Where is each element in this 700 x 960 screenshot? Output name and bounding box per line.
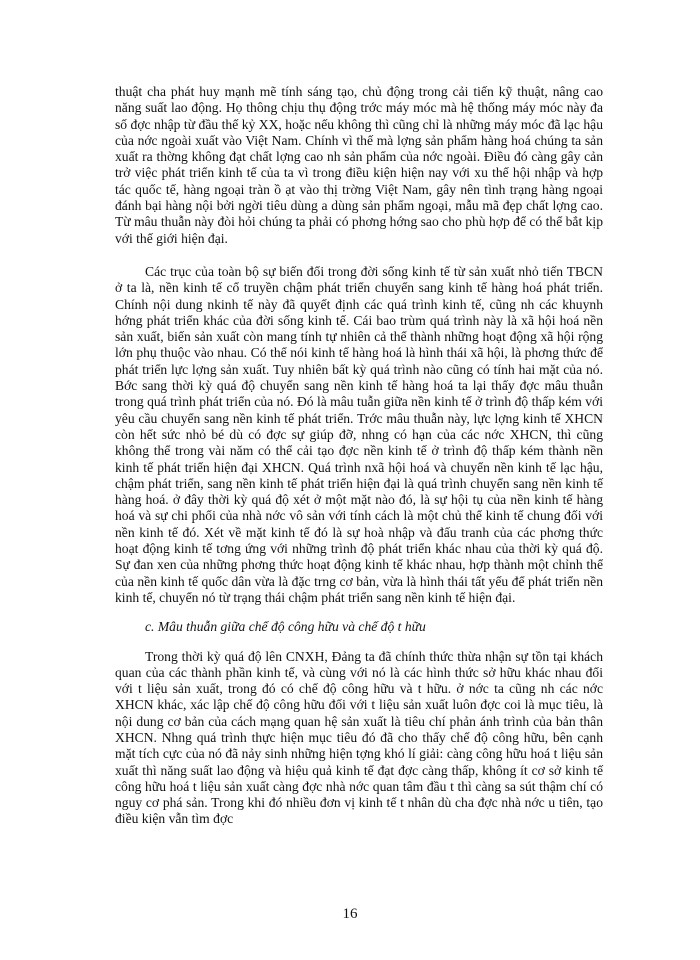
section-heading: c. Mâu thuẫn giữa chế độ công hữu và chế độ t hữu xyxy=(145,619,426,635)
document-page xyxy=(115,84,603,828)
page-number: 16 xyxy=(342,906,358,922)
heading-gap xyxy=(115,606,603,619)
paragraph-gap xyxy=(115,247,603,264)
paragraph-2: Các trục của toàn bộ sự biến đổi trong đời sống kinh tế từ sản xuất nhỏ tiến TBCN ở ta là, nền kinh tế cổ truyền chậm phát triển chuyển sang kinh tế hàng hoá phát triển. Chính nội dung nkinh tế này đã quyết định các quá trình kinh tế, cũng nh các khuynh hớng phát triển khác của đời sống kinh tế. Cái bao trùm quá trình này là xã hội hoá nền sản xuất, biến sản xuất còn mang tính tự nhiên cả thể thành những hoạt động xã hội rộng lớn phụ thuộc vào nhau. Có thể nói kinh tế hàng hoá là hình thái xã hội, là phơng thức để phát triển lực lợng sản xuất. Tuy nhiên bất kỳ quá trình nào cũng có tính hai mặt của nó. Bớc sang thời kỳ quá độ chuyển sang nền kinh tế hàng hoá ta lại thấy đợc mâu thuẫn trong quá trình phát triển của nó. Đó là mâu tuẫn giữa nền kinh tế ở trình độ thấp kém với yêu cầu chuyển sang nền kinh tế phát triển. Trớc mâu thuẫn này, lực lợng kinh tế XHCN còn hết sức nhỏ bé dù có đợc sự giúp đỡ, nhng có hạn của các nớc XHCN, thì cũng không thể trong vài năm có thể cải tạo đợc nền kinh tế ở trình độ thấp kém thành nền kinh tế phát triển hiện đại XHCN. Quá trình nxã hội hoá và chuyển nền kinh tế lạc hậu, chậm phát triển, sang nền kinh tế phát triển hiện đại là quá trình chuyển sang nền kinh tế hàng hoá. ở đây thời kỳ quá độ xét ở một mặt nào đó, là sự hội tụ của nền kinh tế hàng hoá và sự chi phối của nhà nớc vô sản với tính cách là một chủ thể kinh tế chung đối với nền kinh tế đó. Xét về mặt kinh tế đó là sự hoà nhập và đấu tranh của các phơng thức hoạt động kinh tế tơng ứng với những trình độ phát triển khác nhau của thời kỳ quá độ. Sự đan xen của những phơng thức hoạt động kinh tế khác nhau, hợp thành một chỉnh thể của nền kinh tế quốc dân vừa là đặc trng cơ bản, vừa là hình thái tất yếu để phát triển nền kinh tế, chuyển nó từ trạng thái chậm phát triển sang nền kinh tế hiện đại. xyxy=(115,263,603,605)
heading-gap-after xyxy=(115,636,603,649)
paragraph-3: Trong thời kỳ quá độ lên CNXH, Đảng ta đã chính thức thừa nhận sự tồn tại khách quan của các thành phần kinh tế, và cùng với nó là các hình thức sở hữu khác nhau đối với t liệu sản xuất, trong đó có chế độ công hữu và t hữu. ở nớc ta cũng nh các nớc XHCN khác, xác lập chế độ công hữu đối với t liệu sản xuất luôn đợc coi là mục tiêu, là nội dung cơ bản của cách mạng quan hệ sản xuất là tiêu chí phản ánh trình của bản thân XHCN. Nhng quá trình thực hiện mục tiêu đó đã cho thấy chế độ công hữu, bên cạnh mặt tích cực của nó đã nảy sinh những hiện tợng khó lí giải: càng công hữu hoá t liệu sản xuất thì năng suất lao động và hiệu quả kinh tế đạt đợc càng thấp, không ít cơ sở kinh tế công hữu hoá t liệu sản xuất càng đợc nhà nớc quan tâm đầu t thì càng sa sút thậm chí có nguy cơ phá sản. Trong khi đó nhiều đơn vị kinh tế t nhân dù cha đợc nhà nớc u tiên, tạo điều kiện vẫn tìm đợc xyxy=(115,648,603,827)
paragraph-1: thuật cha phát huy mạnh mẽ tính sáng tạo, chủ động trong cải tiến kỹ thuật, nâng cao năng suất lao động. Họ thông chịu thụ động trớc máy móc mà hệ thống máy móc này đa số đợc nhập từ đầu thế kỷ XX, hoặc nếu không thì cũng chỉ là những máy móc đã lạc hậu của nớc ngoài xuất vào Việt Nam. Chính vì thế mà lợng sản phẩm hàng hoá chúng ta sản xuất ra thờng không đạt chất lợng cao nh sản phẩm của nớc ngoài. Điều đó càng gây cản trở việc phát triển kinh tế của ta vì trong điều kiện hiện nay với xu thế hội nhập và hợp tác quốc tế, hàng ngoại tràn ồ ạt vào thị trờng Việt Nam, gây nên tình trạng hàng ngoại đánh bại hàng nội bởi ngời tiêu dùng a dùng sản phẩm ngoại, mẫu mã đẹp chất lợng cao. Từ mâu thuẫn này đòi hỏi chúng ta phải có phơng hớng sao cho phù hợp để có thể bắt kịp với thế giới hiện đại. xyxy=(115,84,604,246)
